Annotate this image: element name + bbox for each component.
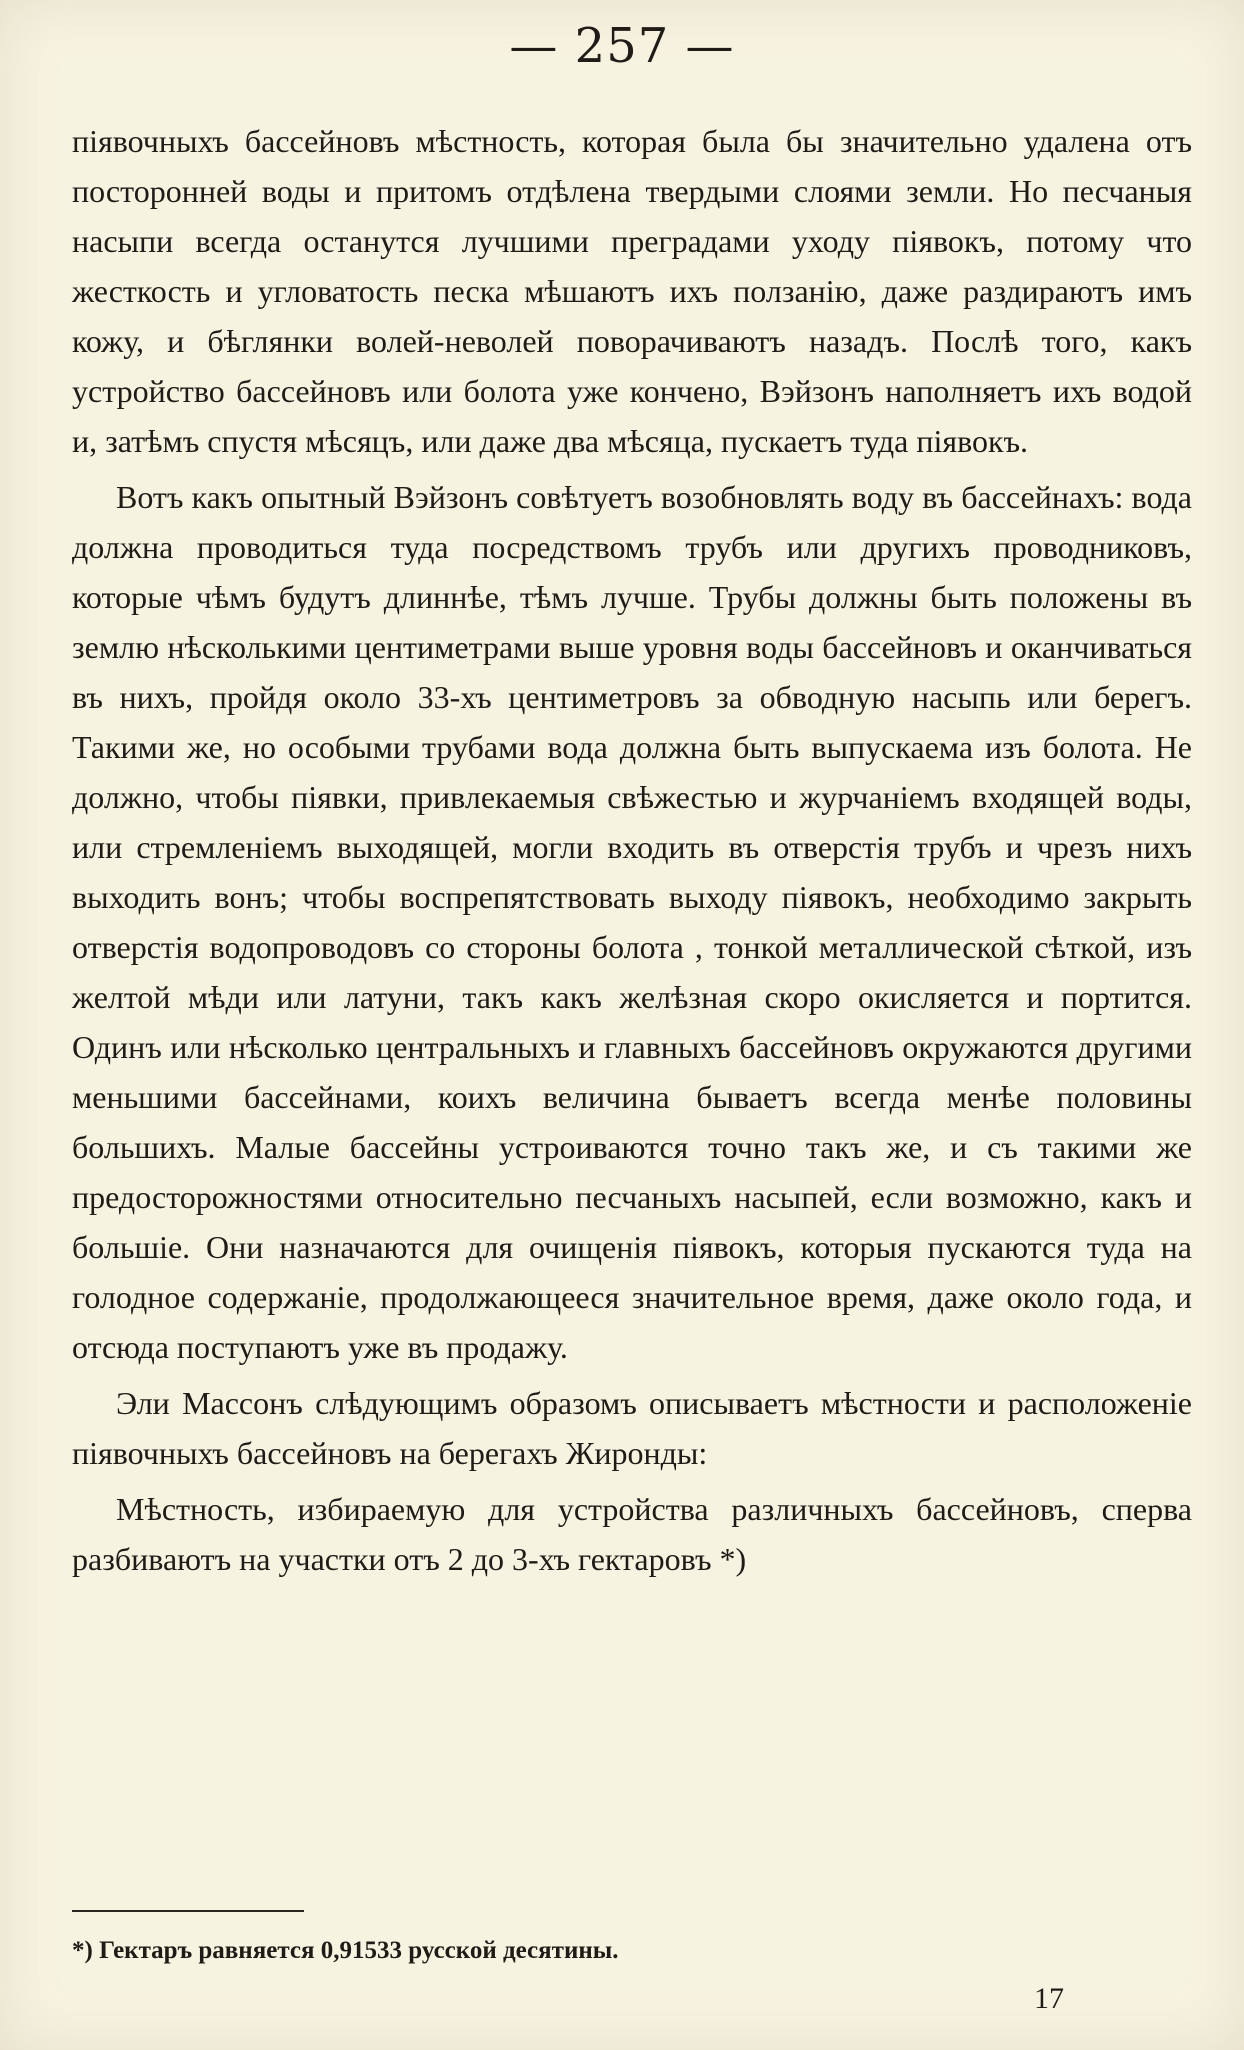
paragraph-3: Эли Массонъ слѣдующимъ образомъ описываетъ мѣстности и расположеніе піявочныхъ бассейновъ на берегахъ Жиронды: (72, 1385, 1192, 1471)
paragraph-2: Вотъ какъ опытный Вэйзонъ совѣтуетъ возобновлять воду въ бассейнахъ: вода должна проводиться туда посредствомъ трубъ или другихъ проводниковъ, которые чѣмъ будутъ длиннѣе, тѣмъ лучше. Трубы должны быть положены въ землю нѣсколькими центиметрами выше уровня воды бассейновъ и оканчиваться въ нихъ, пройдя около 33-хъ центиметровъ за обводную насыпь или берегъ. Такими же, но особыми трубами вода должна быть выпускаема изъ болота. Не должно, чтобы піявки, привлекаемыя свѣжестью и журчаніемъ входящей воды, или стремленіемъ выходящей, могли входить въ отверстія трубъ и чрезъ нихъ выходить вонъ; чтобы воспрепятствовать выходу піявокъ, необходимо закрыть отверстія водопроводовъ со стороны болота , тонкой металлической сѣткой, изъ желтой мѣди или латуни, такъ какъ желѣзная скоро окисляется и портится. Одинъ или нѣсколько центральныхъ и главныхъ бассейновъ окружаются другими меньшими бассейнами, коихъ величина бываетъ всегда менѣе половины большихъ. Малые бассейны устроиваются точно такъ же, и съ такими же предосторожностями относительно песчаныхъ насыпей, если возможно, какъ и большіе. Они назначаются для очищенія піявокъ, которыя пускаются туда на голодное содержаніе, продолжающееся значительное время, даже около года, и отсюда поступаютъ уже въ продажу. (72, 479, 1192, 1365)
signature-mark: 17 (1034, 1982, 1064, 2015)
body-text (72, 116, 1192, 1590)
paragraph-4: Мѣстность, избираемую для устройства различныхъ бассейновъ, сперва разбиваютъ на участки отъ 2 до 3-хъ гектаровъ *) (72, 1491, 1192, 1577)
footnote: *) Гектаръ равняется 0,91533 русской десятины. (72, 1937, 619, 1964)
footnote-divider (72, 1910, 304, 1912)
page-number-header: — 257 — (509, 18, 735, 74)
paragraph-1: піявочныхъ бассейновъ мѣстность, которая была бы значительно удалена отъ посторонней воды и притомъ отдѣлена твердыми слоями земли. Но песчаныя насыпи всегда останутся лучшими преградами уходу піявокъ, потому что жесткость и угловатость песка мѣшаютъ ихъ ползанію, даже раздираютъ имъ кожу, и бѣглянки волей-неволей поворачиваютъ назадъ. Послѣ того, какъ устройство бассейновъ или болота уже кончено, Вэйзонъ наполняетъ ихъ водой и, затѣмъ спустя мѣсяцъ, или даже два мѣсяца, пускаетъ туда піявокъ. (72, 123, 1192, 459)
